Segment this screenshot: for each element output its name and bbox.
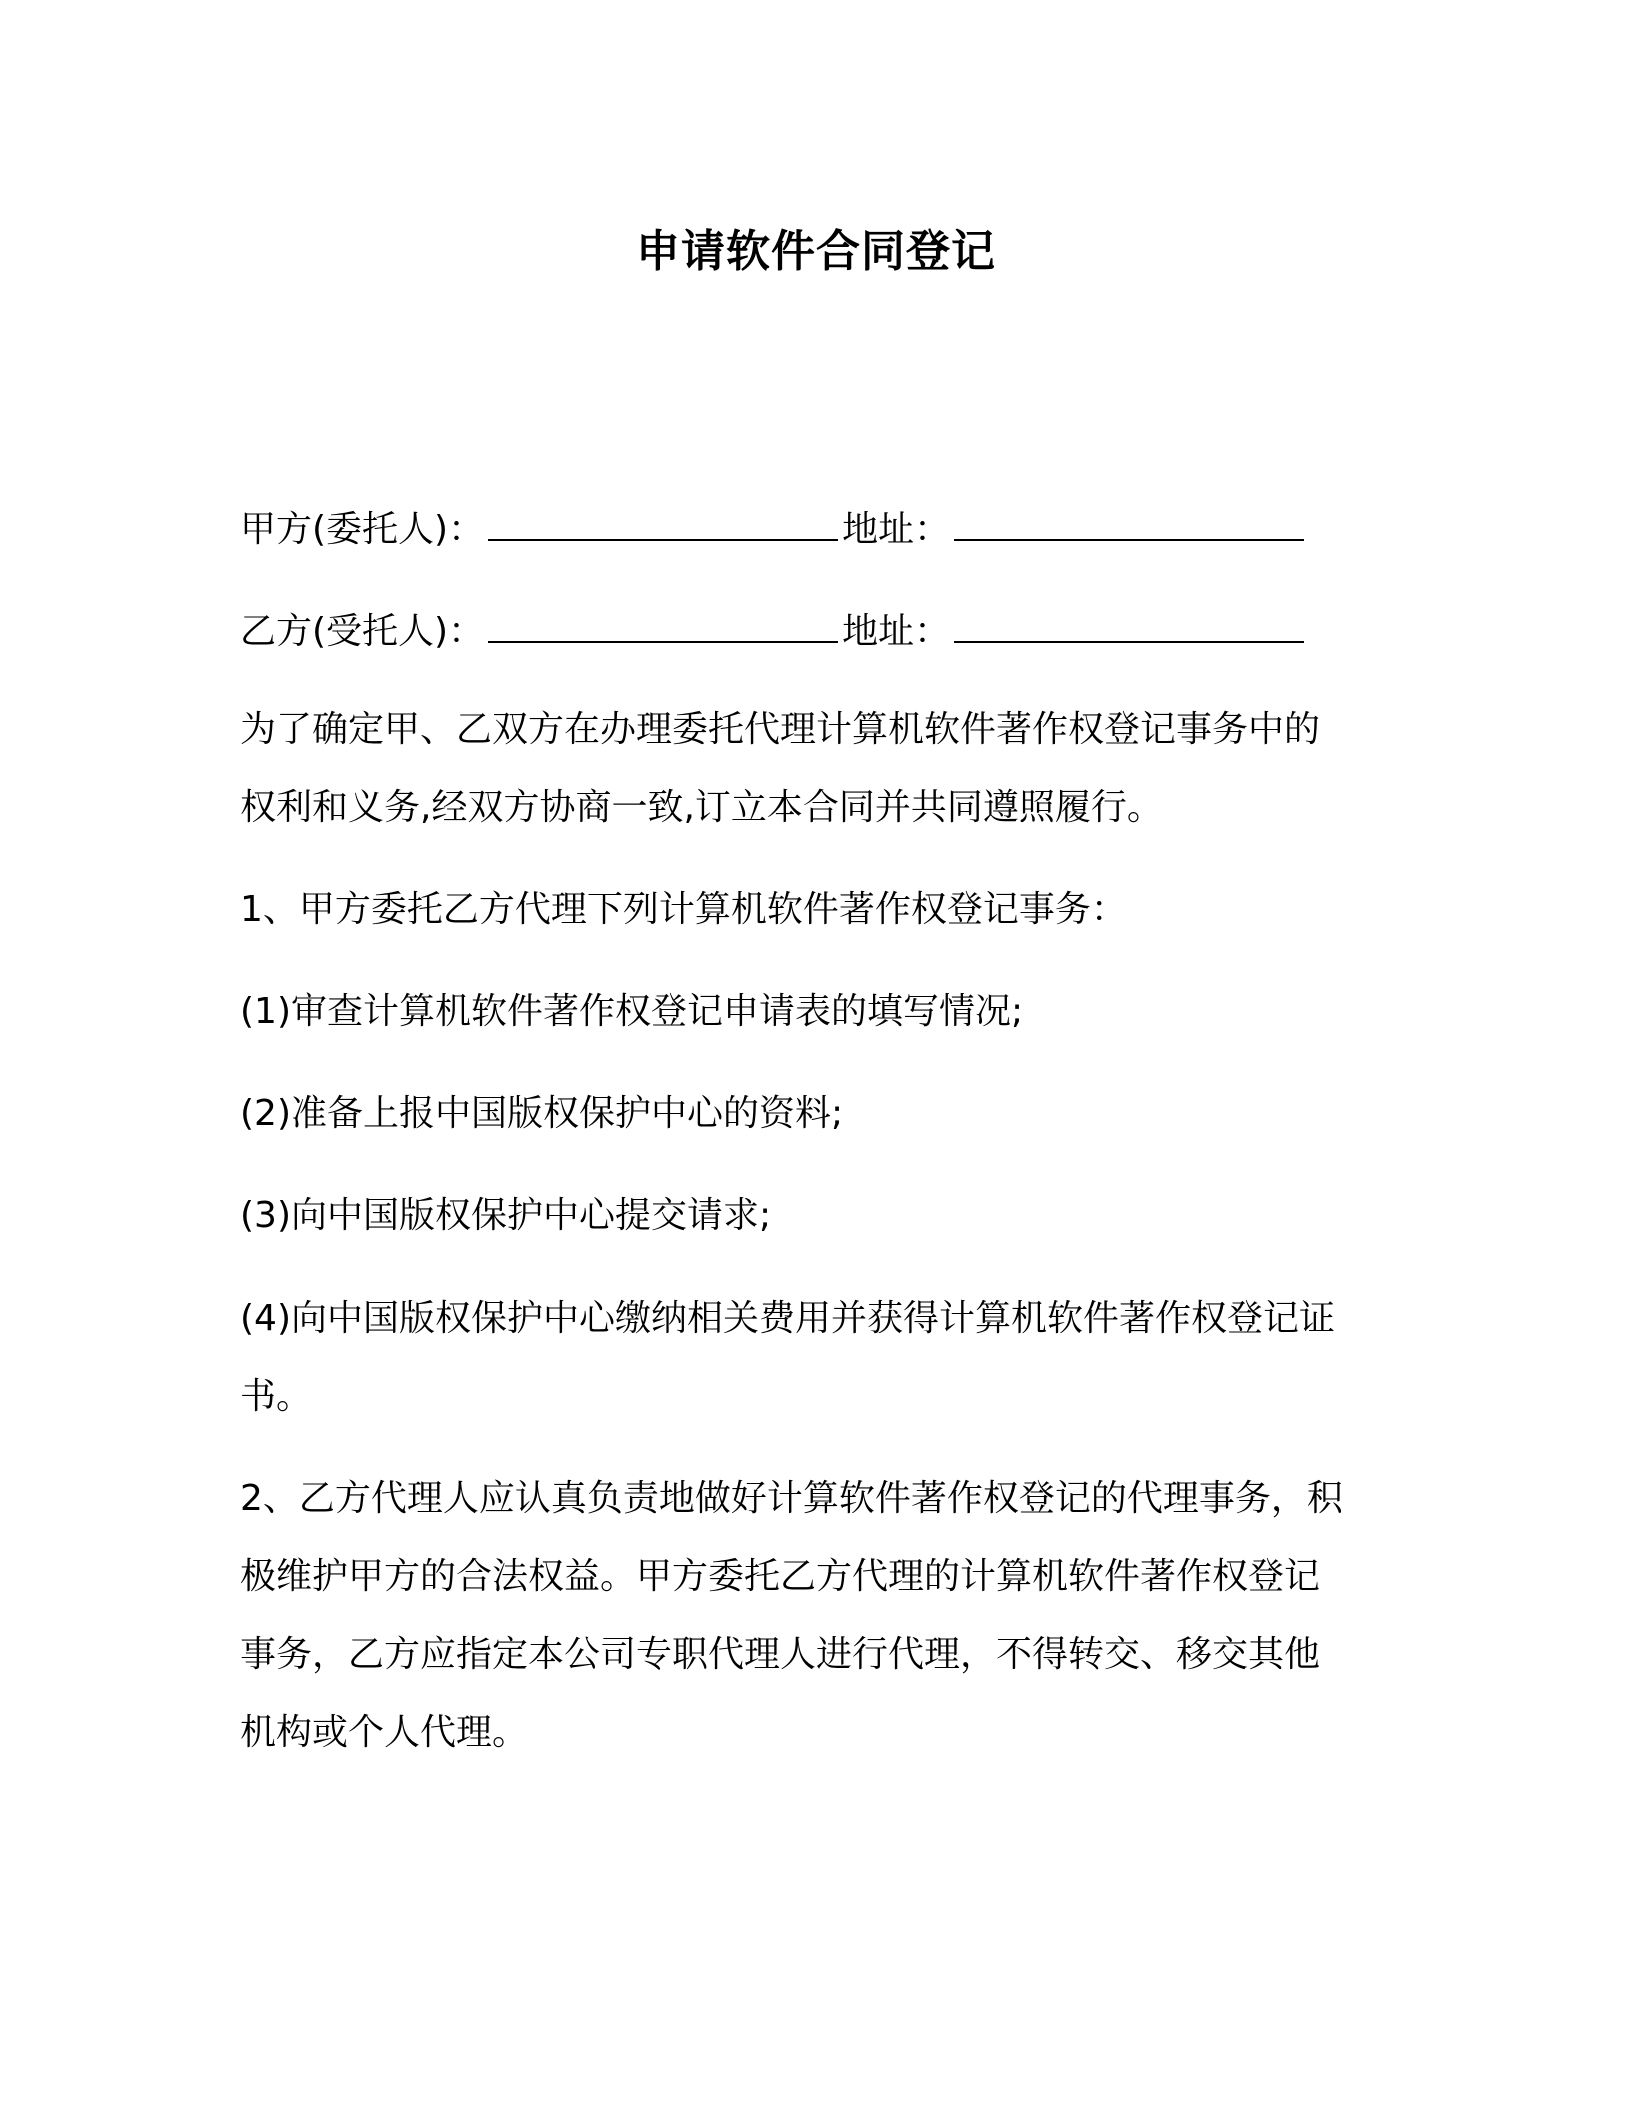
clause-2-line-2: 极维护甲方的合法权益。甲方委托乙方代理的计算机软件著作权登记 — [240, 1556, 1321, 1597]
party-a-name-field[interactable] — [488, 505, 838, 541]
clause-1-item-2: (2)准备上报中国版权保护中心的资料; — [240, 1093, 844, 1134]
clause-1-heading: 1、甲方委托乙方代理下列计算机软件著作权登记事务： — [240, 889, 1127, 930]
intro-line-1: 为了确定甲、乙双方在办理委托代理计算机软件著作权登记事务中的 — [240, 709, 1321, 750]
party-a-address-label: 地址： — [842, 509, 951, 550]
party-b-row — [240, 607, 1390, 657]
party-b-address-field[interactable] — [954, 607, 1304, 643]
clause-1-item-4-line-2: 书。 — [240, 1376, 313, 1417]
party-b-label: 乙方(受托人)： — [240, 611, 485, 652]
document-title: 申请软件合同登记 — [636, 226, 996, 277]
party-a-row — [240, 505, 1390, 555]
clause-1-item-3: (3)向中国版权保护中心提交请求; — [240, 1195, 772, 1236]
clause-2-line-3: 事务，乙方应指定本公司专职代理人进行代理，不得转交、移交其他 — [240, 1634, 1321, 1675]
clause-2-line-1: 2、乙方代理人应认真负责地做好计算软件著作权登记的代理事务，积 — [240, 1478, 1343, 1519]
intro-line-2: 权利和义务,经双方协商一致,订立本合同并共同遵照履行。 — [240, 787, 1163, 828]
party-b-name-field[interactable] — [488, 607, 838, 643]
clause-2-line-4: 机构或个人代理。 — [240, 1712, 529, 1753]
clause-1-item-1: (1)审查计算机软件著作权登记申请表的填写情况; — [240, 991, 1024, 1032]
clause-1-item-4-line-1: (4)向中国版权保护中心缴纳相关费用并获得计算机软件著作权登记证 — [240, 1298, 1335, 1339]
party-a-address-field[interactable] — [954, 505, 1304, 541]
party-a-label: 甲方(委托人)： — [240, 509, 485, 550]
party-b-address-label: 地址： — [842, 611, 951, 652]
